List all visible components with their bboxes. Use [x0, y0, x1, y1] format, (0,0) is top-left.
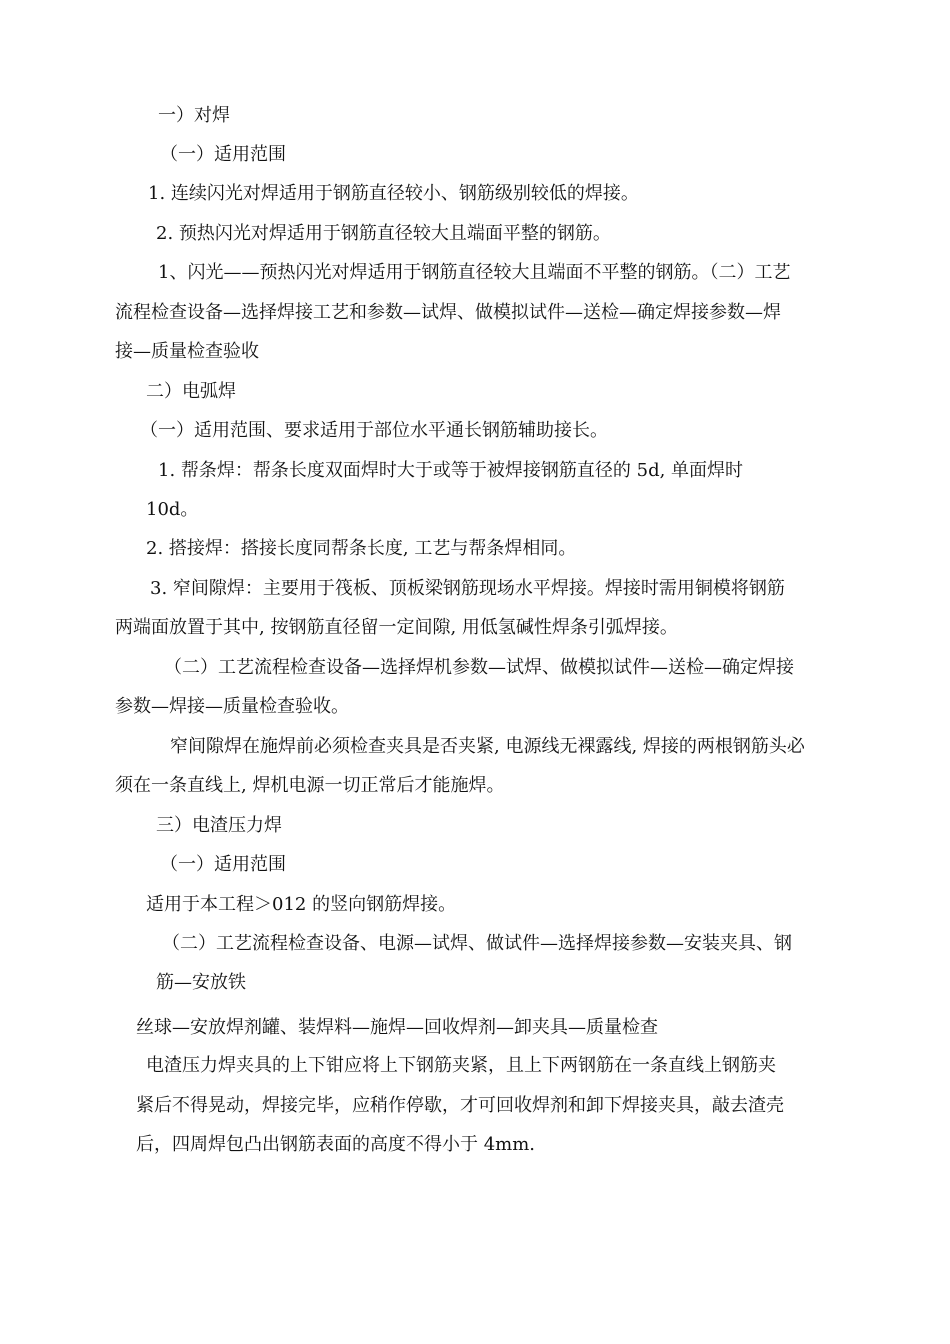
text-line: 紧后不得晃动，焊接完毕，应稍作停歇，才可回收焊剂和卸下焊接夹具，敲去渣壳: [136, 1095, 784, 1116]
text-line: 窄间隙焊在施焊前必须检查夹具是否夹紧, 电源线无裸露线, 焊接的两根钢筋头必: [170, 736, 805, 757]
heading-arc-welding: 二）电弧焊: [146, 381, 236, 402]
text-line: 电渣压力焊夹具的上下钳应将上下钢筋夹紧，且上下两钢筋在一条直线上钢筋夹: [146, 1055, 776, 1076]
heading-electroslag-welding: 三）电渣压力焊: [156, 815, 282, 836]
text-line: 1. 连续闪光对焊适用于钢筋直径较小、钢筋级别较低的焊接。: [148, 183, 639, 204]
text-line: 10d。: [146, 499, 199, 520]
subheading-scope: （一）适用范围: [160, 854, 286, 875]
text-line: （二）工艺流程检查设备、电源—试焊、做试件—选择焊接参数—安装夹具、钢: [162, 933, 792, 954]
text-line: （二）工艺流程检查设备—选择焊机参数—试焊、做模拟试件—送检—确定焊接: [164, 657, 794, 678]
text-line: 参数—焊接—质量检查验收。: [115, 696, 349, 717]
text-line: 后，四周焊包凸出钢筋表面的高度不得小于 4mm.: [136, 1134, 536, 1155]
text-line: 3. 窄间隙焊：主要用于筏板、顶板梁钢筋现场水平焊接。焊接时需用铜模将钢筋: [150, 578, 785, 599]
text-line: 接—质量检查验收: [115, 341, 259, 362]
text-line: 丝球—安放焊剂罐、装焊料—施焊—回收焊剂—卸夹具—质量检查: [136, 1017, 658, 1038]
text-line: 须在一条直线上, 焊机电源一切正常后才能施焊。: [115, 775, 505, 796]
text-line: 1. 帮条焊：帮条长度双面焊时大于或等于被焊接钢筋直径的 5d, 单面焊时: [158, 460, 744, 481]
text-line: 流程检查设备—选择焊接工艺和参数—试焊、做模拟试件—送检—确定焊接参数—焊: [115, 302, 781, 323]
heading-butt-welding: 一）对焊: [158, 105, 230, 126]
text-line: 两端面放置于其中, 按钢筋直径留一定间隙, 用低氢碱性焊条引弧焊接。: [115, 617, 678, 638]
text-line: 2. 预热闪光对焊适用于钢筋直径较大且端面平整的钢筋。: [156, 223, 611, 244]
subheading-scope: （一）适用范围、要求适用于部位水平通长钢筋辅助接长。: [140, 420, 608, 441]
subheading-scope: （一）适用范围: [160, 144, 286, 165]
text-line: 筋—安放铁: [156, 972, 246, 993]
text-line: 1、闪光——预热闪光对焊适用于钢筋直径较大且端面不平整的钢筋。（二）工艺: [158, 262, 791, 283]
text-line: 适用于本工程＞012 的竖向钢筋焊接。: [146, 894, 457, 915]
text-line: 2. 搭接焊：搭接长度同帮条长度, 工艺与帮条焊相同。: [146, 538, 577, 559]
